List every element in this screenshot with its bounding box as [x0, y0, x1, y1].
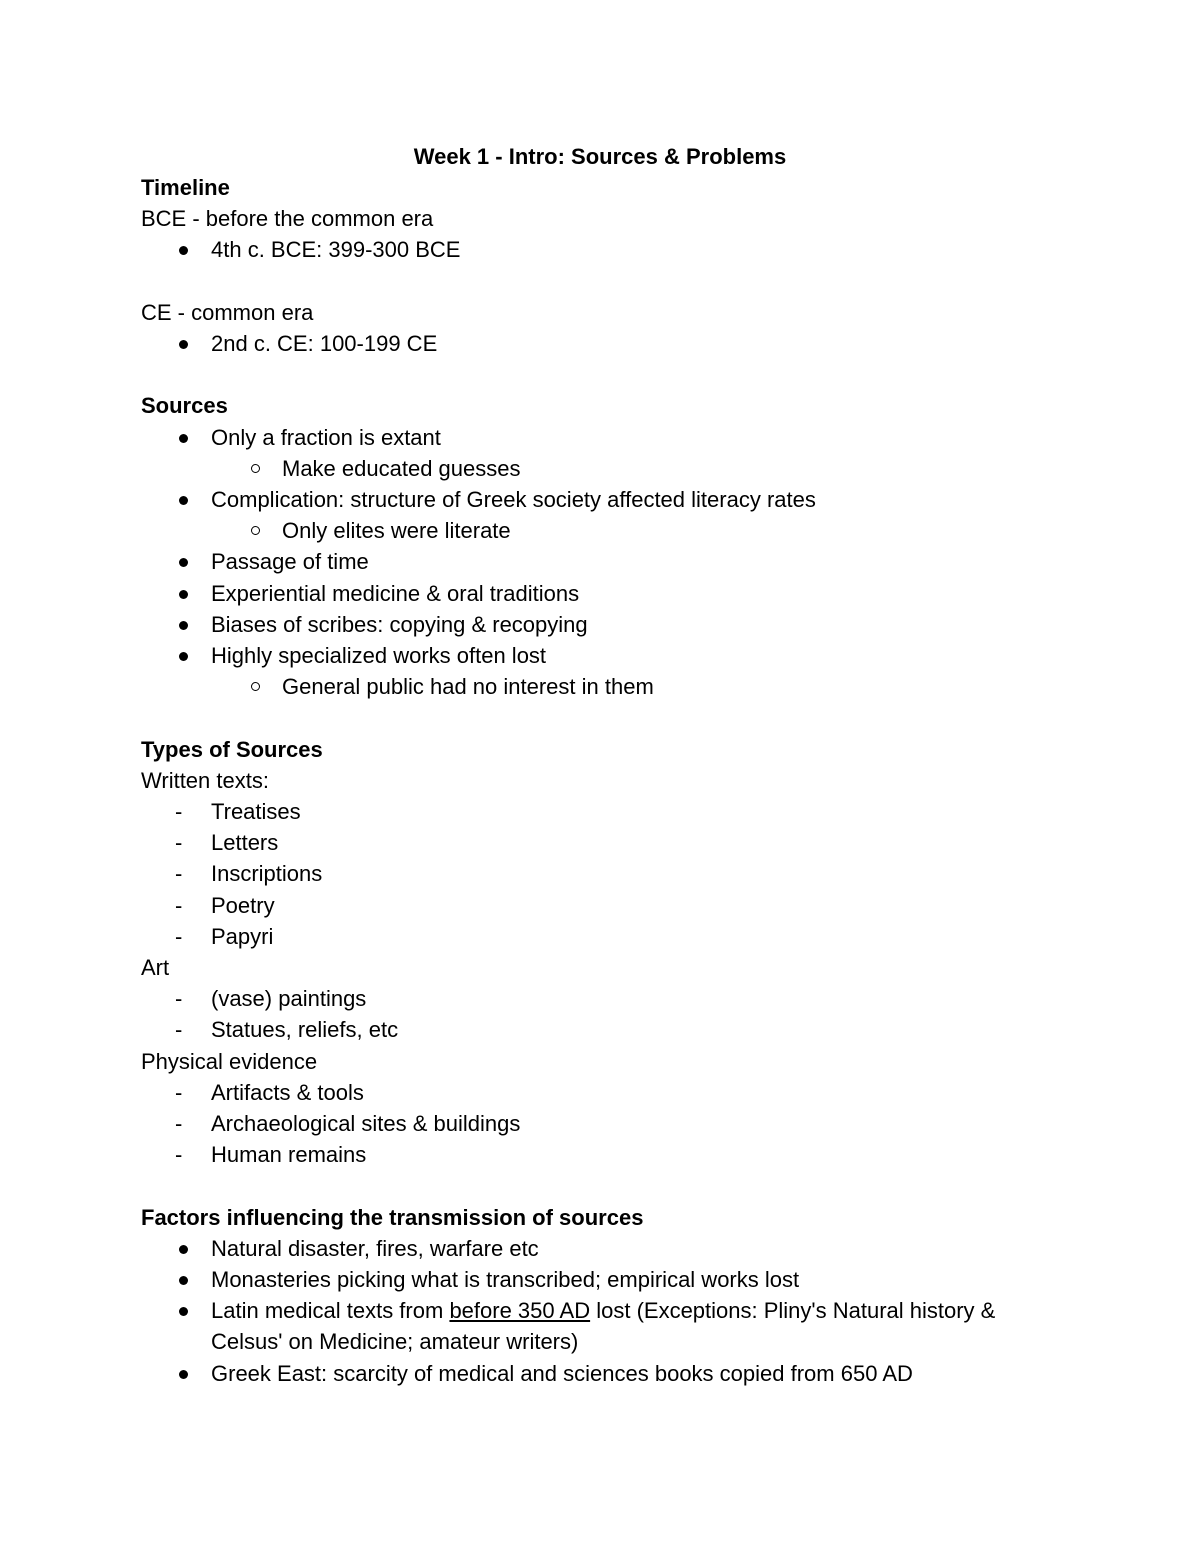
list-item	[141, 328, 1071, 359]
list-item	[141, 640, 1071, 671]
spacer	[141, 702, 1071, 733]
list-item	[141, 484, 1071, 515]
spacer	[141, 359, 1071, 390]
list-item-text-part: Latin medical texts from	[211, 1298, 450, 1324]
list-item-text: Greek East: scarcity of medical and sciences books copied from 650 AD	[211, 1360, 913, 1386]
list-item-text: Monasteries picking what is transcribed; empirical works lost	[211, 1267, 800, 1293]
factors-heading: Factors influencing the transmission of sources	[141, 1204, 644, 1230]
list-item	[141, 578, 1071, 609]
list-item-text: Artifacts & tools	[211, 1079, 364, 1105]
list-item	[141, 1358, 1071, 1389]
dash-marker: -	[175, 861, 183, 887]
dash-item	[141, 796, 1071, 827]
written-texts-label: Written texts:	[141, 767, 269, 793]
types-heading: Types of Sources	[141, 736, 323, 762]
list-item-text: Papyri	[211, 923, 274, 949]
dash-item	[141, 983, 1071, 1014]
list-item-text: Make educated guesses	[282, 455, 521, 481]
dash-item	[141, 858, 1071, 889]
dash-item	[141, 890, 1071, 921]
hollow-bullet-icon	[251, 682, 260, 691]
bullet-icon	[179, 434, 188, 443]
hollow-bullet-icon	[251, 526, 260, 535]
list-item-text: (vase) paintings	[211, 986, 367, 1012]
list-item-text: Biases of scribes: copying & recopying	[211, 611, 588, 637]
dash-marker: -	[175, 986, 183, 1012]
bullet-icon	[179, 1307, 188, 1316]
list-item	[141, 546, 1071, 577]
dash-item	[141, 827, 1071, 858]
dash-item	[141, 921, 1071, 952]
bullet-icon	[179, 558, 188, 567]
list-item	[141, 1264, 1071, 1295]
page-title: Week 1 - Intro: Sources & Problems	[413, 144, 787, 169]
dash-item	[141, 1077, 1071, 1108]
bullet-icon	[179, 590, 188, 599]
bullet-icon	[179, 1370, 188, 1379]
sources-heading: Sources	[141, 393, 228, 419]
bullet-icon	[179, 246, 188, 255]
list-item-text: Only elites were literate	[282, 518, 511, 544]
bce-label: BCE - before the common era	[141, 206, 434, 232]
dash-marker: -	[175, 1111, 183, 1137]
bullet-icon	[179, 340, 188, 349]
list-item	[141, 234, 1071, 265]
list-item	[141, 1233, 1071, 1264]
list-item-text: 2nd c. CE: 100-199 CE	[211, 331, 438, 356]
sub-list-item	[141, 515, 1071, 546]
hollow-bullet-icon	[251, 464, 260, 473]
dash-marker: -	[175, 830, 183, 856]
dash-marker: -	[175, 1079, 183, 1105]
bullet-icon	[179, 1245, 188, 1254]
dash-item	[141, 1108, 1071, 1139]
dash-item	[141, 1139, 1071, 1170]
list-item	[141, 609, 1071, 640]
list-item-text: Letters	[211, 830, 279, 856]
dash-marker: -	[175, 1017, 183, 1043]
timeline-heading: Timeline	[141, 175, 230, 200]
dash-item	[141, 1014, 1071, 1045]
list-item	[141, 422, 1071, 453]
spacer	[141, 266, 1071, 297]
list-item-text: Treatises	[211, 799, 301, 825]
sub-list-item	[141, 453, 1071, 484]
dash-marker: -	[175, 799, 183, 825]
bullet-icon	[179, 621, 188, 630]
list-item-text: Archaeological sites & buildings	[211, 1111, 521, 1137]
bullet-icon	[179, 1276, 188, 1285]
ce-label: CE - common era	[141, 299, 314, 325]
list-item-text: Highly specialized works often lost	[211, 643, 547, 669]
list-item-text: Natural disaster, fires, warfare etc	[211, 1235, 539, 1261]
spacer	[141, 1170, 1071, 1201]
dash-marker: -	[175, 1142, 183, 1168]
list-item-text: Complication: structure of Greek society affected literacy rates	[211, 487, 816, 512]
underlined-text: before 350 AD	[449, 1298, 591, 1324]
dash-marker: -	[175, 923, 183, 949]
dash-marker: -	[175, 892, 183, 918]
list-item-text: Experiential medicine & oral traditions	[211, 580, 580, 606]
sub-list-item	[141, 671, 1071, 702]
bullet-icon	[179, 652, 188, 661]
list-item-text: Poetry	[211, 892, 275, 918]
bullet-icon	[179, 496, 188, 505]
list-item-text-part: lost (Exceptions: Pliny's Natural history & Celsus' on Medicine; amateur writers)	[211, 1298, 996, 1355]
list-item-text: Inscriptions	[211, 861, 323, 887]
physical-evidence-label: Physical evidence	[141, 1048, 318, 1074]
list-item-text: 4th c. BCE: 399-300 BCE	[211, 237, 461, 263]
list-item-text: Passage of time	[211, 549, 369, 575]
list-item-text: General public had no interest in them	[282, 674, 654, 700]
list-item	[141, 1295, 1071, 1357]
list-item-text: Statues, reliefs, etc	[211, 1017, 399, 1043]
list-item-text: Only a fraction is extant	[211, 424, 441, 450]
document-body	[141, 172, 1071, 1389]
art-label: Art	[141, 955, 170, 981]
list-item-text: Human remains	[211, 1142, 367, 1168]
